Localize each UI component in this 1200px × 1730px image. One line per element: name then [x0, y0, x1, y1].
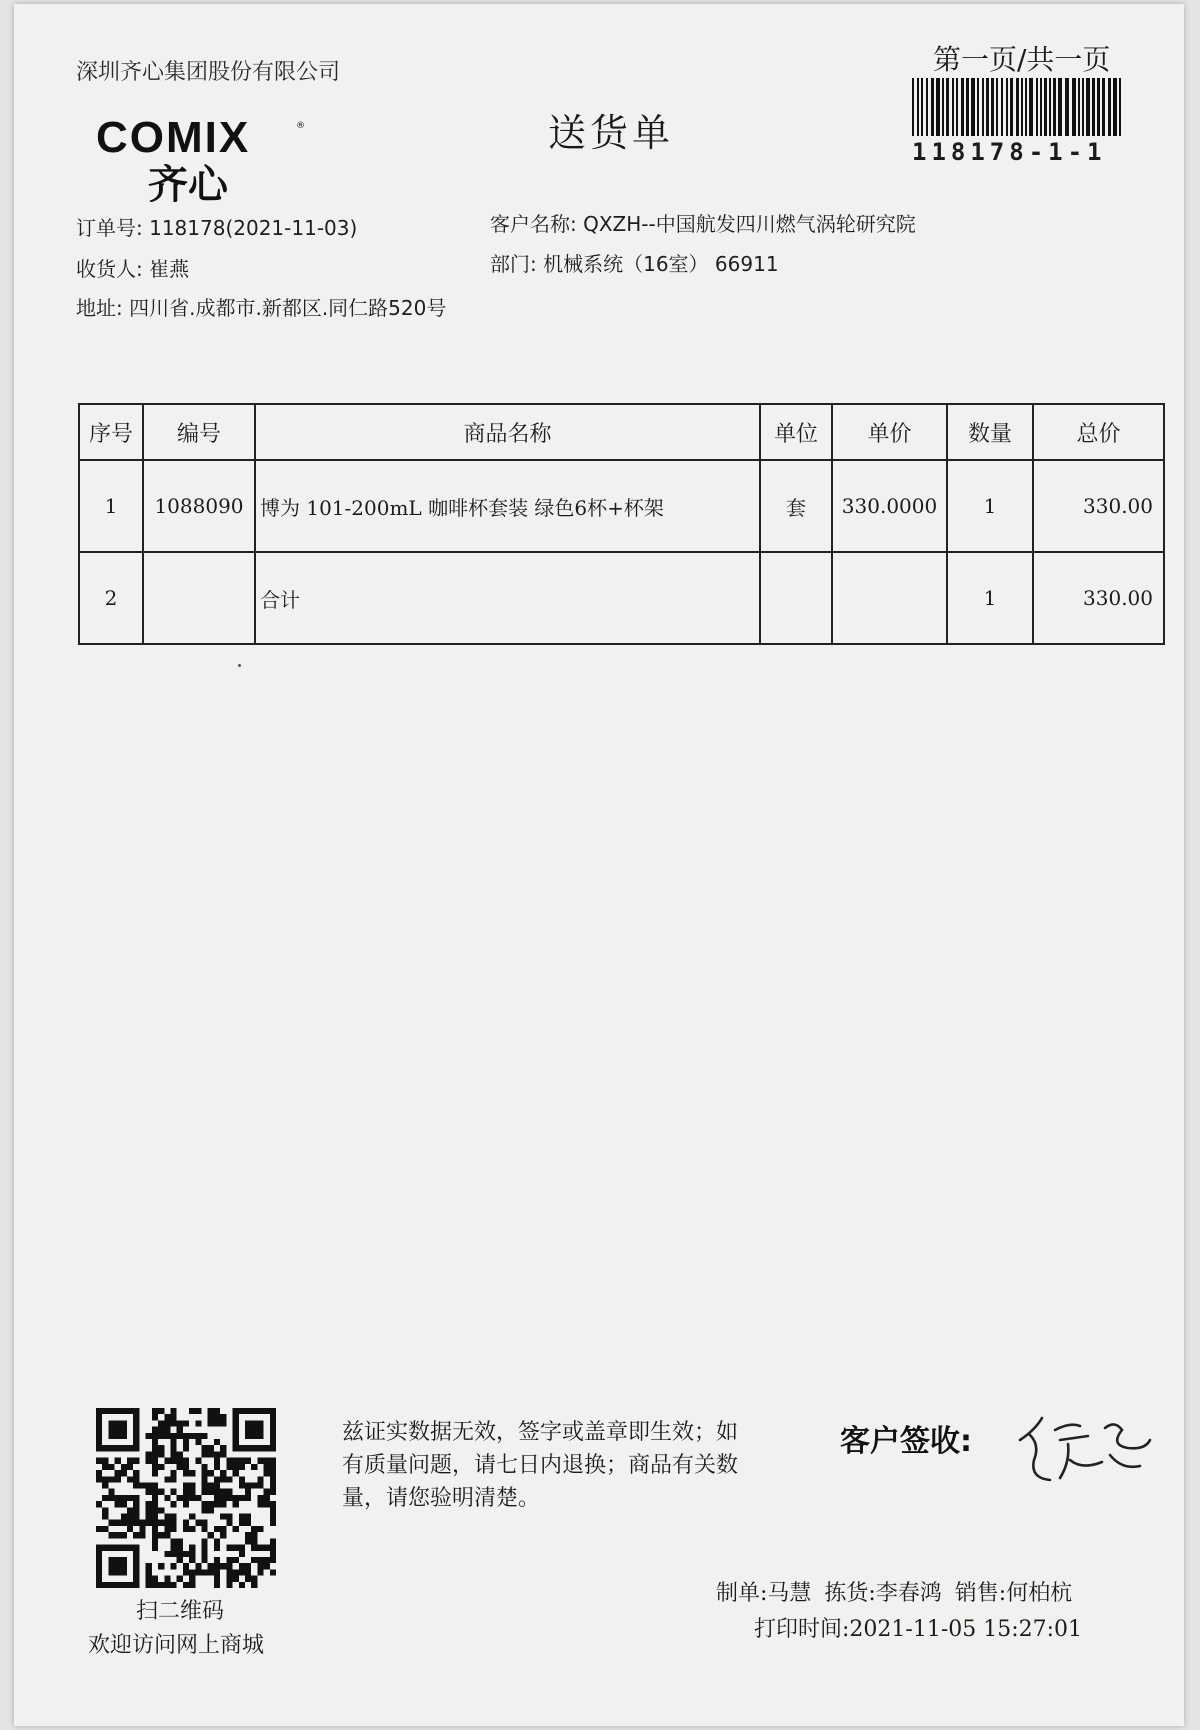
cell-name: 博为 101-200mL 咖啡杯套装 绿色6杯+杯架	[255, 460, 760, 552]
cell-total: 330.00	[1033, 460, 1164, 552]
customer-sign-label: 客户签收:	[840, 1424, 972, 1459]
staff-line: 制单:马慧 拣货:李春鸿 销售:何柏杭	[716, 1581, 1073, 1606]
cell-price	[832, 552, 947, 644]
cell-seq: 1	[79, 460, 143, 552]
receiver-value: 崔燕	[149, 257, 190, 281]
cell-total: 330.00	[1033, 552, 1164, 644]
customer-value: QXZH--中国航发四川燃气涡轮研究院	[583, 212, 916, 236]
address-field	[76, 292, 446, 321]
cell-code: 1088090	[143, 460, 255, 552]
header-code: 编号	[143, 404, 255, 460]
receiver-label: 收货人:	[76, 257, 143, 281]
department-label: 部门:	[490, 252, 537, 276]
cell-price: 330.0000	[832, 460, 947, 552]
header-seq: 序号	[79, 404, 143, 460]
header-qty: 数量	[947, 404, 1033, 460]
barcode-number: 118178-1-1	[912, 138, 1107, 166]
print-time: 打印时间:2021-11-05 15:27:01	[754, 1617, 1083, 1642]
cell-unit	[760, 552, 832, 644]
table-row	[79, 552, 1164, 644]
cell-unit: 套	[760, 460, 832, 552]
cell-seq: 2	[79, 552, 143, 644]
svg-text:®: ®	[296, 121, 305, 131]
table-header-row	[79, 404, 1164, 460]
svg-text:齐心: 齐心	[148, 163, 228, 202]
customer-label: 客户名称:	[490, 212, 577, 236]
receiver-field	[76, 253, 189, 282]
document-title: 送货单	[548, 111, 675, 155]
qr-caption-scan: 扫二维码	[136, 1599, 225, 1624]
stray-dot	[238, 664, 241, 667]
cell-qty: 1	[947, 552, 1033, 644]
customer-name-field	[490, 208, 916, 237]
company-name: 深圳齐心集团股份有限公司	[76, 60, 341, 85]
svg-text:COMIX: COMIX	[96, 113, 251, 162]
qr-code	[96, 1408, 276, 1588]
department-field	[490, 248, 779, 277]
order-value: 118178(2021-11-03)	[149, 216, 358, 240]
header-total: 总价	[1033, 404, 1164, 460]
department-value: 机械系统（16室） 66911	[543, 252, 779, 276]
notice-text: 兹证实数据无效，签字或盖章即生效；如有质量问题，请七日内退换；商品有关数量，请您验明清楚。	[342, 1420, 739, 1511]
cell-qty: 1	[947, 460, 1033, 552]
table-row	[79, 460, 1164, 552]
cell-code	[143, 552, 255, 644]
comix-logo	[96, 112, 326, 202]
qr-caption-welcome: 欢迎访问网上商城	[88, 1633, 265, 1658]
header-unit: 单位	[760, 404, 832, 460]
barcode	[910, 78, 1124, 136]
order-number-field	[76, 212, 357, 241]
header-price: 单价	[832, 404, 947, 460]
items-table	[78, 403, 1165, 645]
header-name: 商品名称	[255, 404, 760, 460]
address-label: 地址:	[76, 296, 123, 320]
signature	[1010, 1400, 1160, 1500]
cell-name: 合计	[255, 552, 760, 644]
address-value: 四川省.成都市.新都区.同仁路520号	[129, 296, 447, 320]
order-label: 订单号:	[76, 216, 143, 240]
page-indicator: 第一页/共一页	[933, 43, 1111, 76]
